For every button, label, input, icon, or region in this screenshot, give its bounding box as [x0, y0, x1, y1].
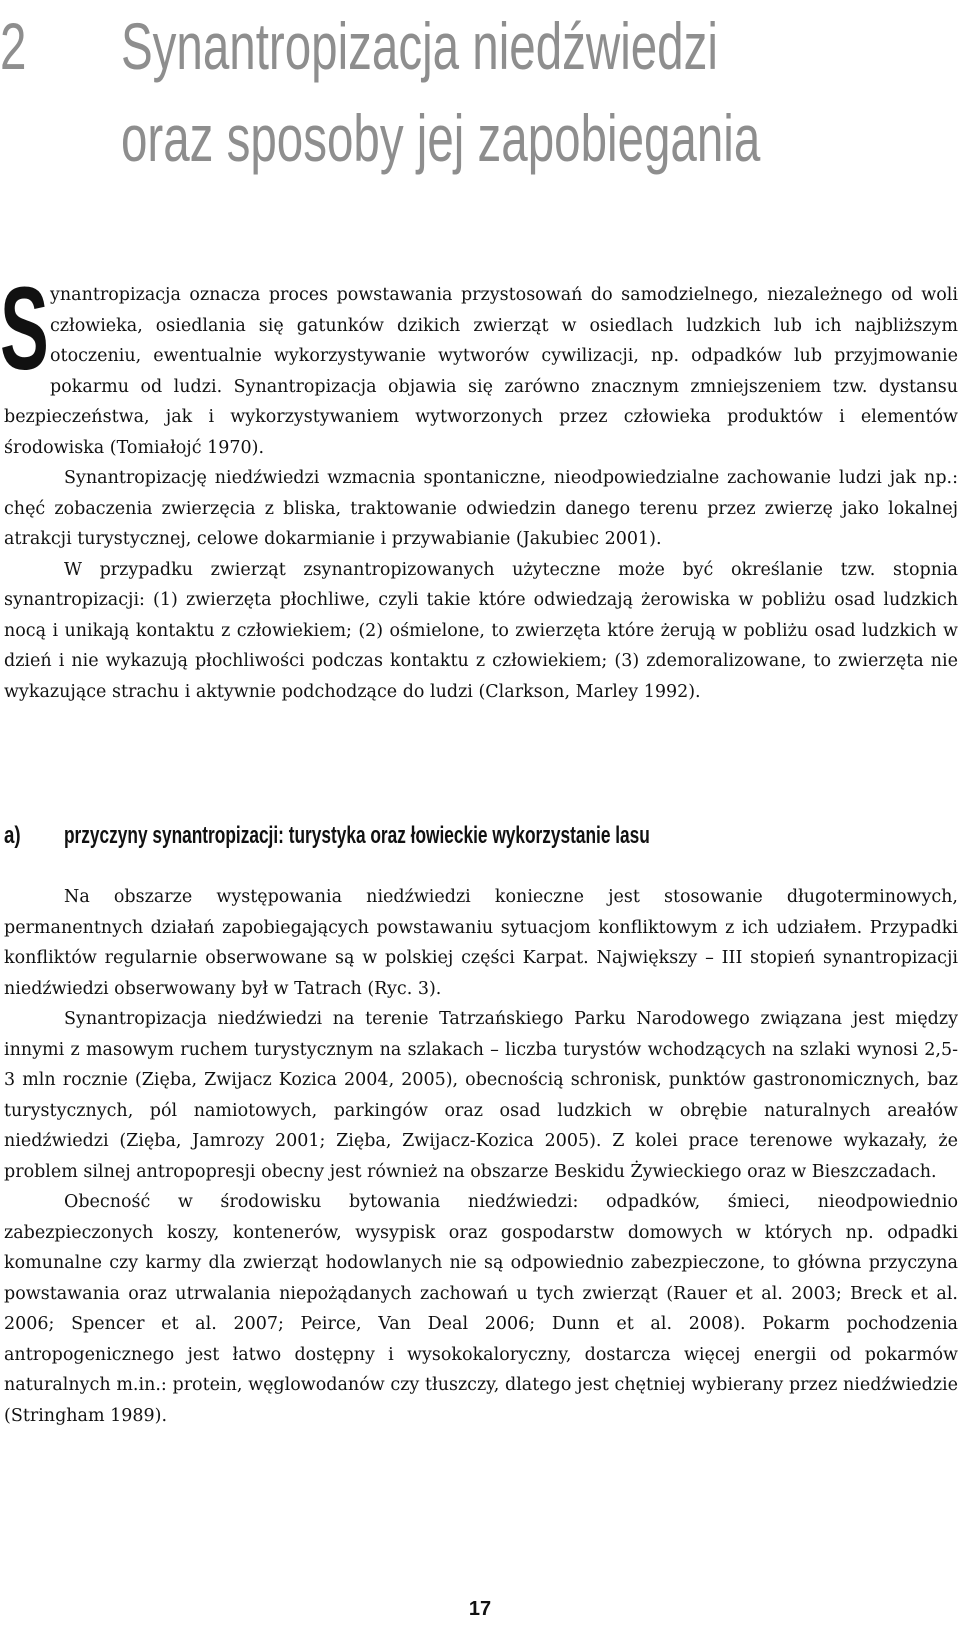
body-paragraph-1: Na obszarze występowania niedźwiedzi konieczne jest stosowanie długoterminowych, permanentnych działań zapobiegających powstawaniu sytuacjom konfliktowym z ich udziałem. Przypadki konfliktów regularnie obserwowane są w polskiej części Karpat. Największy – III stopień synantropizacji niedźwiedzi obserwowany był w Tatrach (Ryc. 3).	[4, 887, 958, 999]
chapter-title-line-2: oraz sposoby jej zapobiegania	[120, 101, 761, 175]
chapter-heading	[0, 0, 761, 200]
page-number: 17	[468, 1598, 492, 1620]
intro-paragraph-3: W przypadku zwierząt zsynantropizowanych użyteczne może być określanie tzw. stopnia synantropizacji: (1) zwierzęta płochliwe, czyli takie które odwiedzają żerowiska w pobliżu osad ludzkich nocą i unikają kontaktu z człowiekiem; (2) ośmielone, to zwierzęta które żerują w pobliżu osad ludzkich w dzień i nie wykazują płochliwości podczas kontaktu z człowiekiem; (3) zdemoralizowane, to zwierzęta nie wykazujące strachu i aktywnie podchodzące do ludzi (Clarkson, Marley 1992).	[4, 559, 958, 702]
intro-paragraph-1-text: ynantropizacja oznacza proces powstawania przystosowań do samodzielnego, niezależnego od woli człowieka, osiedlania się gatunków dzikich zwierząt w osiedlach ludzkich lub ich najbliższym otoczeniu, ewentualnie wykorzystywanie wytworów cywilizacji, np. odpadków lub przyjmowanie pokarmu od ludzi. Synantropizacja objawia się zarówno znacznym zmniejszeniem tzw. dystansu bezpieczeństwa, jak i wykorzystywaniem wytworzonych przez człowieka produktów i elementów środowiska (Tomiałojć 1970).	[4, 285, 958, 458]
intro-paragraph-1	[0, 263, 958, 463]
intro-text	[0, 263, 958, 707]
body-paragraph-3: Obecność w środowisku bytowania niedźwiedzi: odpadków, śmieci, nieodpowiednio zabezpieczonych koszy, kontenerów, wysypisk oraz gospodarstw domowych w których np. odpadki komunalne czy karmy dla zwierząt hodowlanych nie są odpowiednio zabezpieczone, to główna przyczyna powstawania oraz utrwalania niepożądanych zachowań u tych zwierząt (Rauer et al. 2003; Breck et al. 2006; Spencer et al. 2007; Peirce, Van Deal 2006; Dunn et al. 2008). Pokarm pochodzenia antropogenicznego jest łatwo dostępny i wysokokaloryczny, dostarcza więcej energii od pokarmów naturalnych m.in.: protein, węglowodanów czy tłuszczy, dlatego jest chętniej wybierany przez niedźwiedzie (Stringham 1989).	[4, 1192, 958, 1426]
section-letter: a)	[4, 822, 21, 849]
intro-paragraph-2: Synantropizację niedźwiedzi wzmacnia spontaniczne, nieodpowiedzialne zachowanie ludzi jak np.: chęć zobaczenia zwierzęcia z bliska, traktowanie odwiedzin danego terenu przez zwierzę jako lokalnej atrakcji turystycznej, celowe dokarmianie i przywabianie (Jakubiec 2001).	[4, 468, 958, 549]
chapter-title-line-1: Synantropizacja niedźwiedzi	[120, 9, 718, 83]
body-paragraph-2: Synantropizacja niedźwiedzi na terenie Tatrzańskiego Parku Narodowego związana jest między innymi z masowym ruchem turystycznym na szlakach – liczba turystów wchodzących na szlaki wynosi 2,5-3 mln rocznie (Zięba, Zwijacz Kozica 2004, 2005), obecnością schronisk, punktów gastronomicznych, baz turystycznych, pól namiotowych, parkingów oraz osad ludzkich w obrębie naturalnych areałów niedźwiedzi (Zięba, Jamrozy 2001; Zięba, Zwijacz-Kozica 2005). Z kolei prace terenowe wykazały, że problem silnej antropopresji obecny jest również na obszarze Beskidu Żywieckiego oraz w Bieszczadach.	[4, 1009, 958, 1182]
drop-cap: S	[0, 263, 49, 395]
chapter-number: 2	[0, 9, 27, 83]
section-title: przyczyny synantropizacji: turystyka oraz łowieckie wykorzystanie lasu	[64, 822, 650, 849]
body-text	[4, 882, 958, 1431]
